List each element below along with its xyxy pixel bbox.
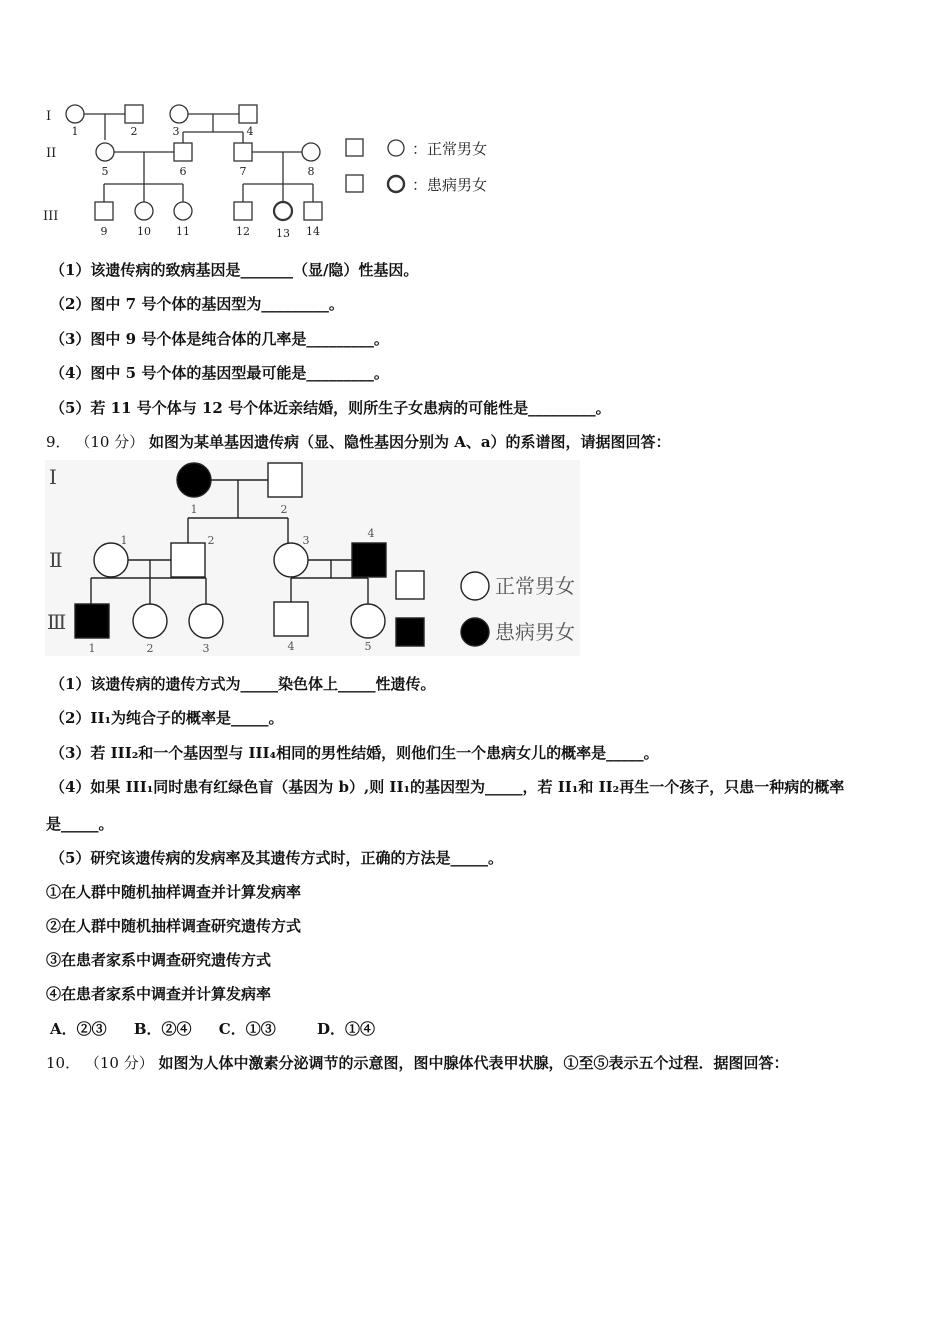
individual-II7 (234, 143, 252, 161)
label-8: 8 (307, 165, 315, 178)
q9-individual-III2 (133, 604, 167, 638)
legend-affected-text: ：患病男女 (412, 176, 488, 194)
q9-individual-I1 (177, 463, 211, 497)
individual-III10 (135, 202, 153, 220)
q8-item-4: （4）图中 5 号个体的基因型最可能是_________。 (50, 364, 389, 382)
individual-III14 (304, 202, 322, 220)
q8-item-2: （2）图中 7 号个体的基因型为_________。 (50, 295, 344, 313)
q9-label-I1: 1 (190, 503, 198, 516)
label-12: 12 (236, 225, 250, 238)
individual-II5 (96, 143, 114, 161)
individual-III11 (174, 202, 192, 220)
q9-individual-II1 (94, 543, 128, 577)
q9-generation-label-I: Ⅰ (49, 465, 57, 489)
q9-header (46, 432, 671, 452)
q9-item-3: （3）若 III₂和一个基因型与 III₄相同的男性结婚，则他们生一个患病女儿的概率是_____。 (50, 744, 659, 762)
q9-legend-normal-text: 正常男女 (495, 574, 575, 598)
generation-label-III: III (43, 209, 59, 224)
q8-item-1: （1）该遗传病的致病基因是_______（显/隐）性基因。 (50, 261, 419, 279)
pedigree-chart-2 (45, 460, 590, 660)
q9-legend-affected-male (396, 618, 424, 646)
q9-individual-II3 (274, 543, 308, 577)
q9-label-III3: 3 (202, 642, 210, 655)
q9-option-4: ④在患者家系中调查并计算发病率 (46, 985, 272, 1003)
label-14: 14 (306, 225, 320, 238)
choice-a[interactable]: A．②③ (50, 1020, 107, 1038)
individual-I3 (170, 105, 188, 123)
q9-label-II4: 4 (367, 527, 375, 540)
label-9: 9 (100, 225, 108, 238)
q9-score: （10 分） (75, 433, 145, 451)
q9-individual-III1 (75, 604, 109, 638)
q8-item-5: （5）若 11 号个体与 12 号个体近亲结婚，则所生子女患病的可能性是_________。 (50, 399, 611, 417)
label-11: 11 (176, 225, 190, 238)
label-10: 10 (137, 225, 151, 238)
choice-d[interactable]: D．①④ (316, 1020, 375, 1038)
label-2: 2 (130, 125, 138, 138)
individual-I1 (66, 105, 84, 123)
label-13: 13 (276, 227, 290, 240)
individual-III13 (274, 202, 292, 220)
q9-number: 9． (46, 433, 71, 451)
legend-normal-male (346, 139, 363, 156)
q10-header (46, 1053, 789, 1073)
q9-label-I2: 2 (280, 503, 288, 516)
individual-III12 (234, 202, 252, 220)
generation-label-I: I (46, 109, 52, 124)
q9-label-III1: 1 (88, 642, 96, 655)
q9-legend-normal-male (396, 571, 424, 599)
q9-stem: 如图为某单基因遗传病（显、隐性基因分别为 A、a）的系谱图，请据图回答： (148, 433, 671, 451)
q9-label-III5: 5 (364, 640, 372, 653)
q10-number: 10． (46, 1054, 81, 1072)
label-1: 1 (71, 125, 79, 138)
label-4: 4 (246, 125, 254, 138)
individual-II8 (302, 143, 320, 161)
q9-item-4: （4）如果 III₁同时患有红绿色盲（基因为 b）,则 II₁的基因型为_____，若 II₁和 II₂再生一个孩子，只患一种病的概率 (50, 778, 845, 796)
q9-individual-III5 (351, 604, 385, 638)
individual-II6 (174, 143, 192, 161)
q10-score: （10 分） (84, 1054, 154, 1072)
q9-legend-affected-female (461, 618, 489, 646)
q9-legend-affected-text: 患病男女 (495, 620, 575, 644)
legend-normal-text: ：正常男女 (412, 140, 488, 158)
pedigree-chart-1 (40, 100, 560, 240)
individual-I2 (125, 105, 143, 123)
individual-I4 (239, 105, 257, 123)
q9-label-II2: 2 (207, 534, 215, 547)
legend-normal-female (388, 140, 404, 156)
label-6: 6 (179, 165, 187, 178)
q9-item-4-continued: 是_____。 (46, 815, 114, 833)
q9-individual-I2 (268, 463, 302, 497)
q9-choices (50, 1019, 397, 1039)
q9-generation-label-III: Ⅲ (47, 610, 67, 634)
individual-III9 (95, 202, 113, 220)
q9-individual-III4 (274, 602, 308, 636)
choice-b[interactable]: B．②④ (133, 1020, 192, 1038)
q9-individual-II2 (171, 543, 205, 577)
q9-item-1: （1）该遗传病的遗传方式为_____染色体上_____性遗传。 (50, 675, 436, 693)
q9-option-1: ①在人群中随机抽样调查并计算发病率 (46, 883, 302, 901)
label-7: 7 (239, 165, 247, 178)
q9-label-III2: 2 (146, 642, 154, 655)
q9-generation-label-II: Ⅱ (49, 548, 63, 572)
q9-legend-normal-female (461, 572, 489, 600)
q8-item-3: （3）图中 9 号个体是纯合体的几率是_________。 (50, 330, 389, 348)
q9-label-II1: 1 (120, 534, 128, 547)
label-5: 5 (101, 165, 109, 178)
legend-affected-male (346, 175, 363, 192)
q10-stem: 如图为人体中激素分泌调节的示意图，图中腺体代表甲状腺，①至⑤表示五个过程．据图回答： (158, 1054, 789, 1072)
q9-option-2: ②在人群中随机抽样调查研究遗传方式 (46, 917, 302, 935)
q9-individual-II4 (352, 543, 386, 577)
q9-option-3: ③在患者家系中调查研究遗传方式 (46, 951, 272, 969)
q9-item-2: （2）II₁为纯合子的概率是_____。 (50, 709, 284, 727)
q9-individual-III3 (189, 604, 223, 638)
legend-affected-female (388, 176, 404, 192)
choice-c[interactable]: C．①③ (218, 1020, 276, 1038)
q9-item-5: （5）研究该遗传病的发病率及其遗传方式时，正确的方法是_____。 (50, 849, 503, 867)
q9-label-II3: 3 (302, 534, 310, 547)
label-3: 3 (172, 125, 180, 138)
generation-label-II: II (46, 146, 57, 161)
q9-label-III4: 4 (287, 640, 295, 653)
